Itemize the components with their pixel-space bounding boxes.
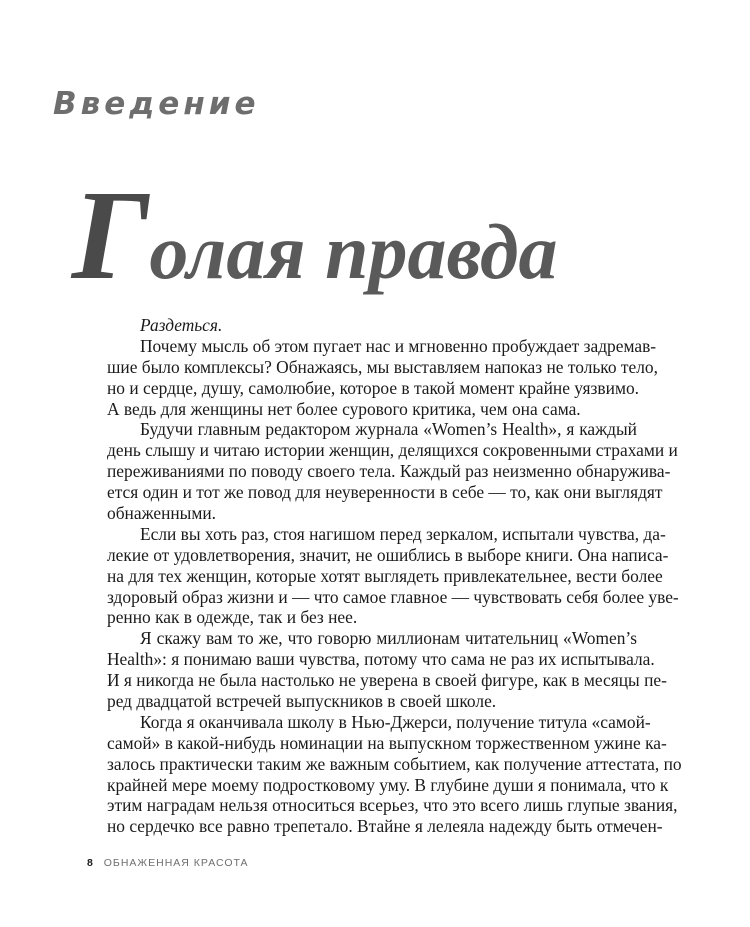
chapter-title	[72, 164, 632, 306]
text-line: но и сердце, душу, самолюбие, которое в такой момент крайне уязвимо.	[107, 377, 639, 398]
text-line: Я скажу вам то же, что говорю миллионам читательниц «Women’s	[140, 628, 637, 649]
chapter-title-rest: олая правда	[149, 208, 558, 295]
section-label: Введение	[53, 86, 260, 122]
text-line: И я никогда не была настолько не уверена в своей фигуре, как в месяцы пе-	[107, 670, 667, 691]
body-text	[107, 315, 682, 837]
text-line: Когда я оканчивала школу в Нью-Джерси, получение титула «самой-	[140, 711, 651, 732]
text-line: лекие от удовлетворения, значит, не ошиблись в выборе книги. Она написа-	[107, 544, 669, 565]
text-line: ред двадцатой встречей выпускников в своей школе.	[107, 691, 497, 712]
text-line: Если вы хоть раз, стоя нагишом перед зеркалом, испытали чувства, да-	[140, 523, 666, 544]
text-line: переживаниями по поводу своего тела. Каждый раз неизменно обнаружива-	[107, 461, 671, 482]
text-line: на для тех женщин, которые хотят выглядеть привлекательнее, вести более	[107, 565, 663, 586]
text-line: шие было комплексы? Обнажаясь, мы выставляем напоказ не только тело,	[107, 356, 658, 377]
text-line: этим наградам нельзя относиться всерьез, что это всего лишь глупые звания,	[107, 795, 678, 816]
page-number: 8	[87, 857, 94, 869]
text-line: Health»: я понимаю ваши чувства, потому что сама не раз их испытывала.	[107, 649, 655, 670]
text-line: ренно как в одежде, так и без нее.	[107, 607, 358, 628]
text-line: Почему мысль об этом пугает нас и мгновенно пробуждает задремав-	[140, 335, 657, 356]
page-footer	[87, 857, 249, 869]
text-line: обнаженными.	[107, 503, 217, 524]
text-line: ется один и тот же повод для неуверенности в себе — то, как они выглядят	[107, 482, 663, 503]
chapter-title-initial: Г	[72, 164, 150, 306]
text-line: А ведь для женщины нет более сурового критика, чем она сама.	[107, 398, 581, 419]
running-title: ОБНАЖЕННАЯ КРАСОТА	[103, 857, 249, 869]
text-line: Раздеться.	[140, 315, 223, 335]
text-line: но сердечко все равно трепетало. Втайне я лелеяла надежду быть отмечен-	[107, 816, 663, 837]
text-line: здоровый образ жизни и — что самое главное — чувствовать себя более уве-	[107, 586, 679, 607]
text-line: Будучи главным редактором журнала «Women’s Health», я каждый	[140, 419, 637, 440]
text-line: самой» в какой-нибудь номинации на выпускном торжественном ужине ка-	[107, 732, 667, 753]
text-line: день слышу и читаю истории женщин, делящихся сокровенными страхами и	[107, 440, 678, 461]
text-line: крайней мере моему подростковому уму. В глубине души я понимала, что к	[107, 774, 669, 795]
text-line: залось практически таким же важным событием, как получение аттестата, по	[107, 753, 682, 774]
